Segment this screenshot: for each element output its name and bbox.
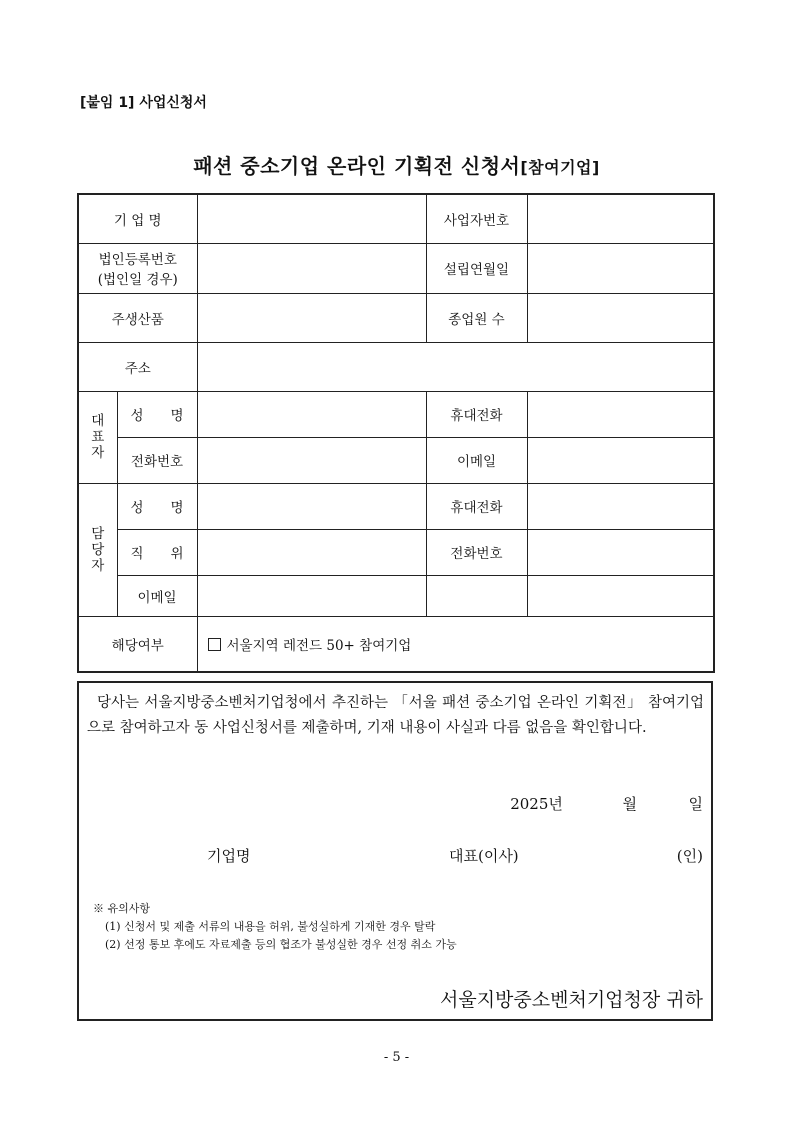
note-item: (2) 선정 통보 후에도 자료제출 등의 협조가 불성실한 경우 선정 취소 가능 (105, 938, 457, 951)
rep-group-char: 표 (91, 429, 105, 445)
rep-group-char: 자 (91, 445, 105, 461)
representative-group-label (78, 391, 117, 483)
page-number: - 5 - (383, 1050, 410, 1065)
seal-label: (인) (676, 847, 703, 865)
checkbox[interactable] (208, 638, 221, 651)
page-title (0, 150, 793, 179)
mgr-group-char: 당 (91, 541, 105, 558)
note-item: (1) 신청서 및 제출 서류의 내용을 허위, 불성실하게 기재한 경우 탈락 (105, 920, 436, 933)
main-products-label: 주생산품 (78, 293, 197, 342)
corp-reg-no-label-line2: (법인일 경우) (97, 272, 178, 288)
notes-title: ※ 유의사항 (93, 902, 151, 915)
main-products-field[interactable] (197, 293, 426, 342)
company-label: 기업명 (207, 847, 251, 865)
rep-phone-label: 전화번호 (117, 437, 197, 483)
representative-label: 대표(이사) (449, 847, 519, 865)
address-field[interactable] (197, 342, 714, 391)
mgr-email-field-extra2[interactable] (527, 575, 714, 616)
mgr-email-field[interactable] (197, 575, 426, 616)
applicable-label: 해당여부 (78, 616, 197, 672)
addressee: 서울지방중소벤처기업청장 귀하 (440, 989, 703, 1011)
rep-email-label: 이메일 (426, 437, 527, 483)
mgr-name-field[interactable] (197, 483, 426, 529)
mgr-email-field-extra[interactable] (426, 575, 527, 616)
business-reg-no-field[interactable] (527, 194, 714, 243)
mgr-group-char: 자 (91, 557, 105, 574)
notes (93, 900, 457, 954)
address-label: 주소 (78, 342, 197, 391)
title-main: 패션 중소기업 온라인 기획전 신청서 (193, 154, 521, 178)
mgr-mobile-field[interactable] (527, 483, 714, 529)
mgr-name-label: 성 명 (117, 483, 197, 529)
established-date-field[interactable] (527, 243, 714, 293)
title-sub: [참여기업] (520, 158, 600, 177)
employees-field[interactable] (527, 293, 714, 342)
date-month: 월 (622, 795, 637, 813)
consent-paragraph: 당사는 서울지방중소벤처기업청에서 추진하는 「서울 패션 중소기업 온라인 기획전」 참여기업으로 참여하고자 동 사업신청서를 제출하며, 기재 내용이 사실과 다름 없음을 확인합니다. (87, 695, 704, 736)
manager-group-label (78, 483, 117, 616)
rep-phone-field[interactable] (197, 437, 426, 483)
business-reg-no-label: 사업자번호 (426, 194, 527, 243)
rep-email-field[interactable] (527, 437, 714, 483)
rep-mobile-label: 휴대전화 (426, 391, 527, 437)
corp-reg-no-label (78, 243, 197, 293)
rep-group-char: 대 (91, 413, 105, 429)
established-date-label: 설립연월일 (426, 243, 527, 293)
attachment-label: [붙임 1] 사업신청서 (80, 95, 207, 111)
rep-name-field[interactable] (197, 391, 426, 437)
mgr-phone-field[interactable] (527, 529, 714, 575)
corp-reg-no-label-line1: 법인등록번호 (98, 252, 177, 268)
date-day: 일 (688, 795, 703, 813)
rep-mobile-field[interactable] (527, 391, 714, 437)
employees-label: 종업원 수 (426, 293, 527, 342)
applicable-option[interactable] (197, 616, 714, 672)
mgr-group-char: 담 (91, 525, 105, 542)
rep-name-label: 성 명 (117, 391, 197, 437)
mgr-position-label: 직 위 (117, 529, 197, 575)
company-name-label: 기 업 명 (78, 194, 197, 243)
mgr-mobile-label: 휴대전화 (426, 483, 527, 529)
company-name-field[interactable] (197, 194, 426, 243)
checkbox-label: 서울지역 레전드 50+ 참여기업 (226, 637, 412, 654)
application-form-table (77, 193, 715, 673)
mgr-position-field[interactable] (197, 529, 426, 575)
mgr-phone-label: 전화번호 (426, 529, 527, 575)
date-year: 2025년 (510, 795, 563, 813)
mgr-email-label: 이메일 (117, 575, 197, 616)
date-line (510, 793, 703, 814)
corp-reg-no-field[interactable] (197, 243, 426, 293)
consent-box (77, 681, 713, 1021)
